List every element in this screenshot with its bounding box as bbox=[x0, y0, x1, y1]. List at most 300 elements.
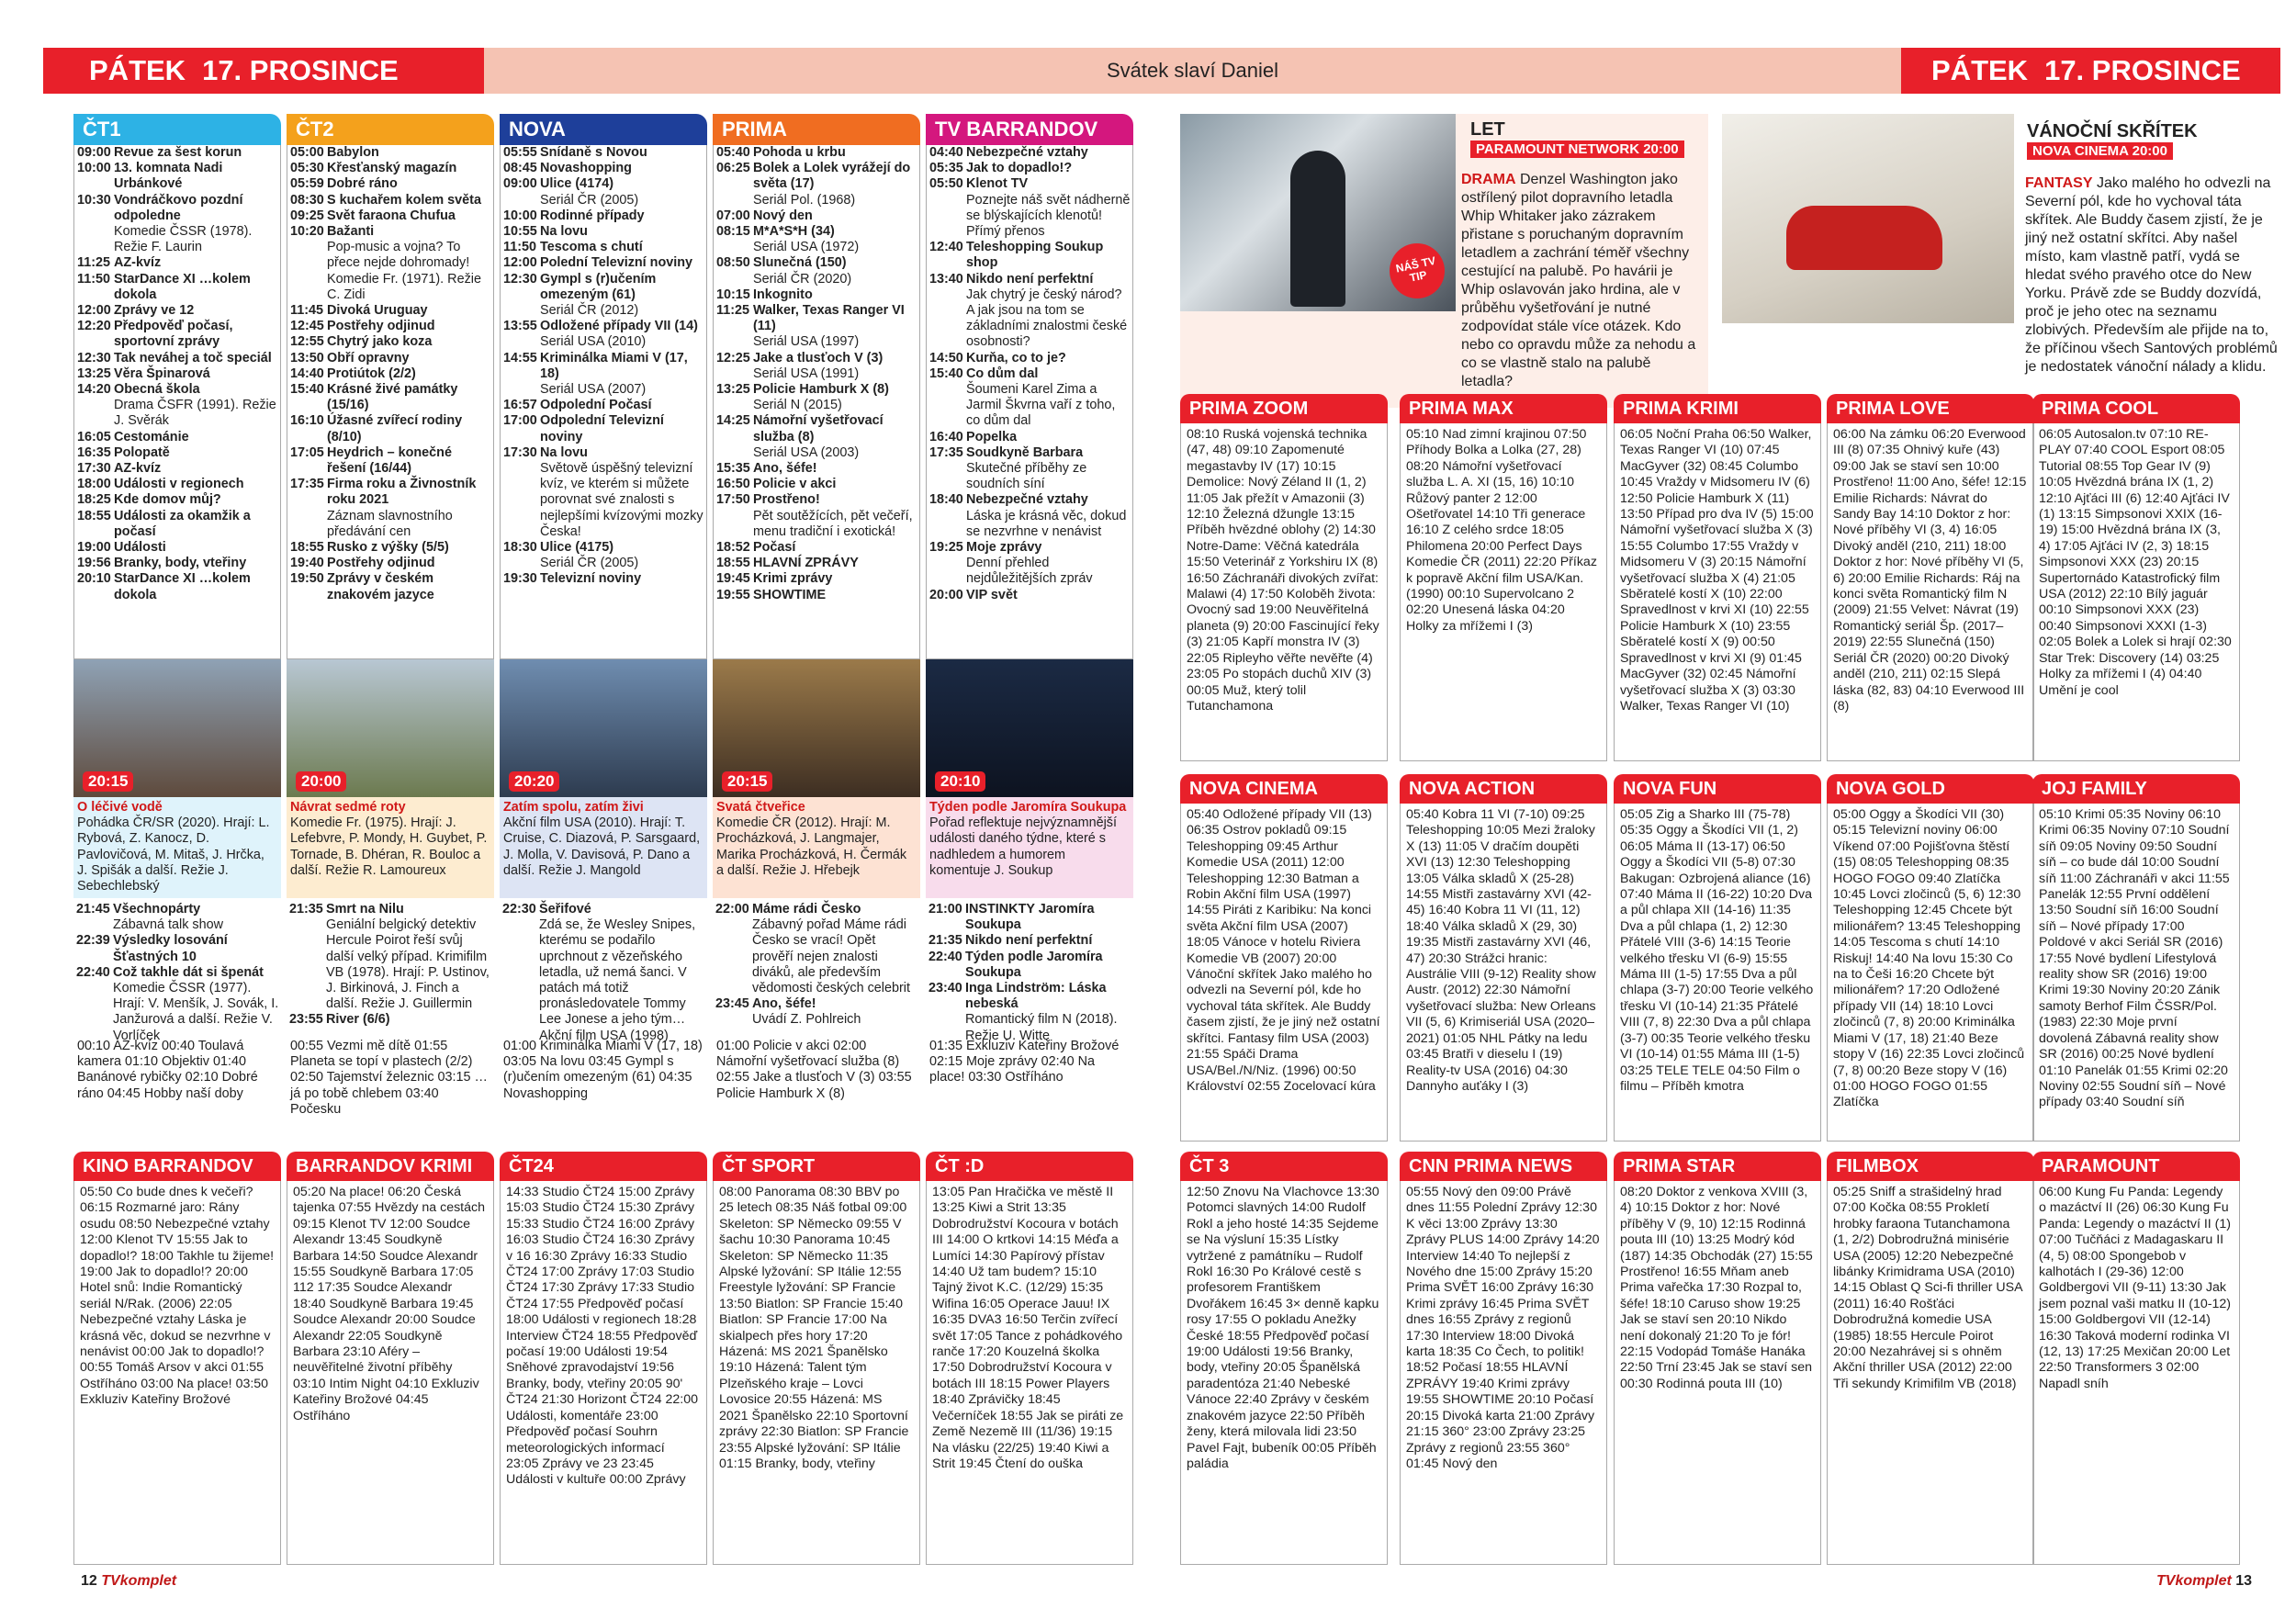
header-day: PÁTEK bbox=[89, 54, 186, 86]
program-info bbox=[114, 430, 280, 445]
channel-box-schedule: 05:25 Sniff a strašidelný hrad 07:00 Kočka 08:55 Prokletí hrobky faraona Tutanchamona (1, 2/2) Dobrodružná minisérie USA (2005) 12:20 Nebezpečné libánky Krimidrama USA (2010) 14:15 Oblast Q Sci-fi thriller USA (2011) 16:40 Rošťáci Dobrodružná komedie USA (1985) 18:55 Hercule Poirot 20:00 Nezahrávej si s ohněm Akční thriller USA (2012) 22:00 Tři sekundy Krimifilm VB (2018) bbox=[1827, 1181, 2034, 1565]
program-info bbox=[753, 255, 919, 287]
nameday-bar bbox=[484, 48, 1901, 94]
program-time: 18:55 bbox=[290, 540, 324, 556]
program-info bbox=[540, 208, 706, 224]
program-note: Seriál ČR (2012) bbox=[540, 303, 639, 319]
program-time: 08:30 bbox=[290, 192, 324, 208]
program-info bbox=[753, 303, 919, 351]
program-info bbox=[753, 588, 919, 603]
prime-time-badge: 20:20 bbox=[509, 771, 559, 792]
schedule-row bbox=[287, 334, 493, 350]
channel-box-schedule: 05:10 Nad zimní krajinou 07:50 Příhody Bolka a Lolka (27, 28) 08:20 Námořní vyšetřovací služba L. A. XI (15, 16) 10:10 Růžový panter 2 12:00 Ošetřovatel 14:10 Tři generace 16:10 Z celého srdce 18:05 Philomena 20:00 Perfect Days Komedie ČR (2011) 22:20 Příkaz k popravě Akční film USA/Kan. (1990) 00:10 Supervolcano 2 02:20 Unesená láska 04:20 Holky za mřížemi I (3) bbox=[1400, 423, 1607, 761]
program-time: 21:35 bbox=[929, 933, 962, 949]
schedule-row bbox=[714, 477, 919, 492]
program-info bbox=[327, 413, 493, 444]
program-title: Rodinné případy bbox=[540, 208, 645, 223]
schedule-row bbox=[74, 571, 280, 602]
program-time: 08:15 bbox=[716, 224, 750, 240]
program-time: 18:00 bbox=[77, 477, 111, 492]
schedule-row bbox=[714, 287, 919, 303]
schedule-row bbox=[926, 981, 1133, 1044]
channel-box bbox=[926, 1152, 1133, 1565]
program-info bbox=[327, 208, 493, 224]
program-time: 05:59 bbox=[290, 176, 324, 192]
late-schedule bbox=[73, 898, 281, 1043]
program-note: Seriál USA (1972) bbox=[753, 240, 860, 255]
program-time: 14:40 bbox=[290, 366, 324, 381]
program-info bbox=[753, 351, 919, 382]
prime-time-badge: 20:10 bbox=[935, 771, 985, 792]
program-note: Pop-music a vojna? To přece nejde dohromady! Komedie Fr. (1971). Režie C. Zidi bbox=[327, 240, 481, 302]
program-info bbox=[540, 319, 706, 350]
program-info bbox=[753, 382, 919, 413]
program-time: 11:50 bbox=[503, 240, 537, 255]
program-time: 16:05 bbox=[77, 429, 111, 444]
program-info bbox=[966, 240, 1132, 271]
program-title: Počasí bbox=[753, 540, 796, 556]
schedule-row bbox=[714, 224, 919, 255]
program-info bbox=[114, 461, 280, 477]
program-info bbox=[327, 193, 493, 208]
channel-header: NOVA bbox=[500, 114, 707, 145]
schedule-row bbox=[74, 477, 280, 492]
channel-box bbox=[2032, 774, 2240, 1142]
program-title: Události v regionech bbox=[114, 477, 244, 492]
program-time: 15:35 bbox=[716, 461, 750, 477]
program-time: 17:05 bbox=[290, 444, 324, 460]
program-time: 19:30 bbox=[503, 571, 537, 587]
program-info bbox=[966, 430, 1132, 445]
program-time: 12:30 bbox=[77, 350, 111, 366]
channel-box bbox=[1180, 1152, 1388, 1565]
program-time: 15:40 bbox=[290, 382, 324, 398]
channel-box-schedule: 05:05 Zig a Sharko III (75-78) 05:35 Oggy a Škodíci VII (1, 2) 06:05 Máma II (13-17) 06:50 Oggy a Škodíci VII (5-8) 07:30 Bakugan: Ozbrojená aliance (16) 07:40 Máma II (16-22) 10:20 Dva a půl chlapa XII (14-16) 11:35 Dva a půl chlapa (1, 2) 12:30 Přátelé VIII (3-6) 14:15 Teorie velkého třesku VI (6-9) 15:55 Máma III (1-5) 17:55 Dva a půl chlapa (3-7) 20:00 Teorie velkého třesku VI (10-14) 21:35 Přátelé VIII (7, 8) 22:30 Dva a půl chlapa (3-7) 00:35 Teorie velkého třesku VI (10-14) 01:55 Máma III (1-5) 03:25 TELE TELE 04:50 Film o filmu – Příběh kmotra bbox=[1614, 804, 1821, 1142]
schedule-row bbox=[73, 902, 281, 933]
program-time: 19:56 bbox=[77, 556, 111, 571]
program-title: Snídaně s Novou bbox=[540, 145, 647, 160]
program-time: 09:00 bbox=[503, 176, 537, 192]
program-note: Seriál USA (1991) bbox=[753, 366, 860, 381]
prime-time-badge: 20:15 bbox=[722, 771, 772, 792]
program-title: Branky, body, vteřiny bbox=[114, 556, 247, 571]
program-info bbox=[752, 996, 920, 1028]
prime-text: Komedie ČR (2012). Hrají: M. Procházková, J. Langmajer, Marika Procházková, H. Čermák a další. Režie J. Hřebejk bbox=[716, 815, 907, 878]
schedule-row bbox=[501, 445, 706, 540]
program-time: 11:25 bbox=[716, 303, 750, 319]
program-title: Bažanti bbox=[327, 224, 375, 240]
program-time: 12:45 bbox=[290, 319, 324, 334]
program-info bbox=[966, 161, 1132, 176]
prime-title: Svatá čtveřice bbox=[716, 800, 805, 815]
program-title: Postřehy odjinud bbox=[327, 556, 435, 571]
program-info bbox=[114, 272, 280, 303]
channel-box-schedule: 05:10 Krimi 05:35 Noviny 06:10 Krimi 06:35 Noviny 07:10 Soudní síň 09:05 Noviny 09:50 Soudní síň – co bude dál 10:00 Soudní síň 11:00 Záchranáři v akci 11:55 Panelák 12:55 První oddělení 13:50 Soudní síň 16:00 Soudní síň – Nové případy 17:00 Poldové v akci Seriál SR (2016) 17:55 Nové bydlení Lifestylová reality show SR (2016) 19:00 Krimi 19:30 Noviny 20:20 Zánik samoty Berhof Film ČSSR/Pol. (1983) 22:30 Moje první dovolená Zábavná reality show SR (2016) 00:25 Nové bydlení 01:10 Panelák 01:55 Krimi 02:20 Noviny 02:55 Soudní síň – Nové případy 03:40 Soudní síň bbox=[2032, 804, 2240, 1142]
schedule-row bbox=[501, 351, 706, 399]
schedule-row bbox=[501, 540, 706, 571]
night-schedule: 01:35 Exkluziv Kateřiny Brožové 02:15 Moje zprávy 02:40 Na place! 03:30 Ostříháno bbox=[929, 1039, 1120, 1085]
program-time: 22:00 bbox=[715, 902, 749, 917]
program-title: Postřehy odjinud bbox=[327, 319, 435, 334]
tip-photo-let bbox=[1180, 114, 1456, 311]
program-title: Týden podle Jaromíra Soukupa bbox=[965, 949, 1103, 980]
program-title: 13. komnata Nadi Urbánkové bbox=[114, 161, 223, 192]
channel-box bbox=[73, 1152, 281, 1565]
program-info bbox=[113, 965, 281, 1044]
program-time: 21:35 bbox=[289, 902, 323, 917]
channel-box-title: PRIMA STAR bbox=[1614, 1152, 1821, 1181]
schedule-row bbox=[714, 303, 919, 351]
tv-tip-badge: NÁŠ TV TIP bbox=[1384, 238, 1449, 303]
program-note: Uvádí Z. Pohlreich bbox=[752, 1012, 861, 1028]
program-info bbox=[327, 366, 493, 382]
program-title: Prostřeno! bbox=[753, 492, 820, 508]
program-time: 11:50 bbox=[77, 271, 111, 287]
channel-box-schedule: 06:00 Na zámku 06:20 Everwood III (8) 07:35 Ohnivý kuře (43) 09:00 Jak se staví sen 10:00 Prostřeno! 11:00 Ano, šéfe! 12:15 Emilie Richards: Návrat do Sandy Bay 14:10 Doktor z hor: Nové příběhy VI (3, 4) 16:05 Divoký anděl (210, 211) 18:00 Doktor z hor: Nové příběhy VI (5, 6) 20:00 Emilie Richards: Ráj na konci světa Romantický film N (2009) 21:55 Velvet: Návrat (19) Romantický seriál Šp. (2017–2019) 22:55 Slunečná (150) Seriál ČR (2020) 00:20 Divoký anděl (210, 211) 02:15 Slepá láska (82, 83) 04:10 Everwood III (8) bbox=[1827, 423, 2034, 761]
schedule-row bbox=[501, 208, 706, 224]
schedule-row bbox=[74, 319, 280, 350]
program-info bbox=[327, 351, 493, 366]
schedule-row bbox=[74, 430, 280, 445]
prime-title: Týden podle Jaromíra Soukupa bbox=[929, 800, 1127, 815]
channel-box-title: PRIMA KRIMI bbox=[1614, 394, 1821, 423]
night-schedule: 01:00 Policie v akci 02:00 Námořní vyšetřovací služba (8) 02:55 Jake a tlusťoch V (3) 03:55 Policie Hamburk X (8) bbox=[716, 1039, 912, 1101]
tip-text: Jako malého ho odvezli na Severní pól, kde ho vychoval táta skřítek. Ale Buddy časem zjistí, že je jiný než ostatní skřítci. Aby našel místo, kam vlastně patří, vydá se hledat svého pravého otce do New Yorku. Právě zde se Buddy dozvídá, proč je jeho otec na seznamu zlobivých. Především ale přijde na to, že příčinou všech Santových problémů je nedostatek vánoční nálady a klidu. bbox=[2025, 175, 2278, 375]
program-info bbox=[966, 540, 1132, 588]
program-title: Ano, šéfe! bbox=[753, 461, 817, 477]
program-info bbox=[114, 571, 280, 602]
program-time: 21:00 bbox=[929, 902, 962, 917]
schedule-row bbox=[927, 176, 1132, 240]
program-time: 19:25 bbox=[929, 540, 963, 556]
program-info bbox=[753, 477, 919, 492]
tv-tip-let bbox=[1180, 114, 1708, 408]
program-time: 18:55 bbox=[77, 508, 111, 523]
nameday-text: Svátek slaví Daniel bbox=[1106, 59, 1279, 82]
program-info bbox=[114, 509, 280, 540]
program-time: 13:50 bbox=[290, 350, 324, 366]
program-title: INSTINKTY Jaromíra Soukupa bbox=[965, 902, 1095, 933]
channel-box-title: BARRANDOV KRIMI bbox=[287, 1152, 494, 1181]
program-note: Světově úspěšný televizní kvíz, ve kterém si můžete porovnat své znalosti s nejlepšími kvízovými mozky Česka! bbox=[540, 461, 703, 539]
program-note: Záznam slavnostního předávání cen bbox=[327, 508, 453, 539]
schedule-row bbox=[714, 161, 919, 208]
channel-box bbox=[1180, 394, 1388, 761]
program-note: Pět soutěžících, pět večeří, menu tradiční i exotická! bbox=[753, 508, 913, 539]
program-time: 20:00 bbox=[929, 587, 963, 602]
program-title: Vondráčkovo pozdní odpoledne bbox=[114, 192, 243, 223]
schedule-row bbox=[287, 366, 493, 382]
program-title: Kde domov můj? bbox=[114, 492, 221, 508]
brand-logo: TVkomplet bbox=[2156, 1573, 2232, 1589]
schedule-row bbox=[501, 413, 706, 444]
prime-time-desc bbox=[73, 797, 281, 898]
channel-box-schedule: 06:00 Kung Fu Panda: Legendy o mazáctví II (26) 06:30 Kung Fu Panda: Legendy o mazáctví II (1) 07:00 Tučňáci z Madagaskaru II (4, 5) 08:00 Spongebob v kalhotách I (29-36) 12:00 Goldbergovi VII (9-11) 13:30 Jak jsem poznal vaši matku II (10-12) 15:00 Goldbergovi VII (12-14) 16:30 Taková moderní rodinka VI (12, 13) 17:25 Mexičan 20:00 Let 22:50 Transformers 3 02:00 Napadl sníh bbox=[2032, 1181, 2240, 1565]
program-time: 22:40 bbox=[76, 964, 110, 980]
schedule-row bbox=[714, 351, 919, 382]
schedule-row bbox=[501, 161, 706, 176]
program-note: Seriál ČR (2020) bbox=[753, 271, 852, 287]
program-title: Gympl s (r)učením omezeným (61) bbox=[540, 271, 657, 302]
tip-body bbox=[2025, 174, 2279, 404]
program-time: 05:00 bbox=[290, 145, 324, 160]
program-title: Na lovu bbox=[540, 224, 588, 240]
program-photo bbox=[287, 659, 494, 797]
tip-channel: PARAMOUNT NETWORK 20:00 bbox=[1470, 141, 1684, 158]
schedule-row bbox=[714, 492, 919, 540]
program-info bbox=[327, 224, 493, 303]
program-title: Heydrich – konečné řešení (16/44) bbox=[327, 444, 452, 477]
program-info bbox=[540, 571, 706, 587]
program-time: 11:25 bbox=[77, 255, 111, 271]
schedule-row bbox=[287, 193, 493, 208]
schedule-list bbox=[926, 145, 1133, 659]
schedule-row bbox=[713, 902, 920, 996]
program-info bbox=[753, 224, 919, 255]
program-time: 10:30 bbox=[77, 192, 111, 208]
schedule-row bbox=[287, 1012, 494, 1028]
program-info bbox=[114, 319, 280, 350]
program-info bbox=[966, 272, 1132, 351]
program-info bbox=[540, 176, 706, 208]
program-info bbox=[753, 287, 919, 303]
channel-box bbox=[1614, 774, 1821, 1142]
schedule-row bbox=[287, 319, 493, 334]
program-info bbox=[965, 981, 1133, 1044]
late-schedule bbox=[926, 898, 1133, 1043]
channel-box-title: NOVA GOLD bbox=[1827, 774, 2034, 804]
program-time: 13:25 bbox=[77, 366, 111, 381]
program-title: Ano, šéfe! bbox=[752, 996, 816, 1012]
channel-box-schedule: 05:55 Nový den 09:00 Právě dnes 11:55 Polední Zprávy 12:30 K věci 13:00 Zprávy 13:30 Zprávy PLUS 14:00 Zprávy 14:20 Interview 14:40 To nejlepší z Nového dne 15:00 Zprávy 15:20 Prima SVĚT 16:00 Zprávy 16:30 Krimi zprávy 16:45 Prima SVĚT dnes 16:55 Zprávy z regionů 17:30 Interview 18:00 Divoká karta 18:35 Co Čech, to politik! 18:52 Počasí 18:55 HLAVNÍ ZPRÁVY 19:40 Krimi zprávy 19:55 SHOWTIME 20:10 Počasí 20:15 Divoká karta 21:00 Zprávy 21:15 360° 23:00 Zprávy 23:25 Zprávy z regionů 23:55 360° 01:45 Nový den bbox=[1400, 1181, 1607, 1565]
program-title: Walker, Texas Ranger VI (11) bbox=[753, 303, 905, 334]
schedule-row bbox=[287, 208, 493, 224]
program-info bbox=[539, 902, 707, 1044]
channel-box bbox=[2032, 1152, 2240, 1565]
tip-text: Denzel Washington jako ostřílený pilot dopravního letadla Whip Whitaker jako zázrakem přistane s poruchaným dopravním letadlem a zachrání téměř všechny cestující na palubě. Po havárii je Whip oslavován jako hrdina, ale v průběhu vyšetřování je nutné zodpovídat stále více otázek. Kdo nebo co opravdu může za nehodu a co se vlastně stalo na palubě letadla? bbox=[1461, 172, 1696, 389]
program-info bbox=[113, 902, 281, 933]
program-title: Úžasné zvířecí rodiny (8/10) bbox=[327, 413, 463, 444]
program-note: Šoumeni Karel Zima a Jarmil Škvrna vaří z toho, co dům dal bbox=[966, 382, 1116, 429]
schedule-row bbox=[927, 240, 1132, 271]
program-info bbox=[114, 351, 280, 366]
channel-header: PRIMA bbox=[713, 114, 920, 145]
program-title: Dobré ráno bbox=[327, 176, 398, 192]
program-time: 11:45 bbox=[290, 303, 324, 319]
program-title: River (6/6) bbox=[326, 1012, 390, 1028]
schedule-row bbox=[501, 272, 706, 320]
page-number: 13 bbox=[2235, 1573, 2253, 1589]
page-header-left bbox=[43, 48, 484, 94]
program-info bbox=[327, 303, 493, 319]
schedule-row bbox=[927, 540, 1132, 588]
schedule-row bbox=[501, 224, 706, 240]
page-header-right bbox=[1901, 48, 2280, 94]
schedule-row bbox=[287, 540, 493, 556]
channel-box bbox=[1827, 394, 2034, 761]
schedule-row bbox=[287, 445, 493, 477]
program-note: Seriál Pol. (1968) bbox=[753, 192, 856, 208]
program-time: 22:40 bbox=[929, 949, 962, 964]
program-title: Zprávy v českém znakovém jazyce bbox=[327, 571, 434, 602]
program-info bbox=[753, 208, 919, 224]
schedule-row bbox=[74, 303, 280, 319]
program-time: 20:10 bbox=[77, 571, 111, 587]
channel-column-1 bbox=[287, 114, 494, 1142]
channel-box bbox=[1180, 774, 1388, 1142]
program-title: Smrt na Nilu bbox=[326, 902, 404, 917]
tip-body-top bbox=[1461, 171, 1702, 389]
schedule-row bbox=[73, 933, 281, 964]
schedule-row bbox=[501, 240, 706, 255]
channel-box bbox=[713, 1152, 920, 1565]
program-time: 13:55 bbox=[503, 319, 537, 334]
program-title: S kuchařem kolem světa bbox=[327, 192, 481, 208]
program-title: Ulice (4174) bbox=[540, 176, 613, 192]
program-time: 17:00 bbox=[503, 413, 537, 429]
program-title: Soudkyně Barbara bbox=[966, 444, 1084, 460]
prime-time-badge: 20:15 bbox=[83, 771, 133, 792]
program-time: 14:50 bbox=[929, 350, 963, 366]
program-info bbox=[752, 902, 920, 996]
tv-tip-skritek bbox=[1722, 114, 2282, 408]
program-title: Kriminálka Miami V (17, 18) bbox=[540, 350, 688, 381]
program-title: Protiútok (2/2) bbox=[327, 366, 416, 381]
program-note: Seriál ČR (2005) bbox=[540, 192, 639, 208]
program-note: Seriál USA (2007) bbox=[540, 382, 647, 398]
program-title: Moje zprávy bbox=[966, 540, 1042, 556]
schedule-row bbox=[927, 145, 1132, 161]
program-title: Věra Špinarová bbox=[114, 366, 210, 381]
schedule-row bbox=[926, 902, 1133, 933]
schedule-row bbox=[73, 965, 281, 1044]
channel-box-title: NOVA ACTION bbox=[1400, 774, 1607, 804]
channel-column-2 bbox=[500, 114, 707, 1142]
program-time: 04:40 bbox=[929, 145, 963, 160]
program-time: 16:50 bbox=[716, 477, 750, 492]
channel-box-title: PRIMA LOVE bbox=[1827, 394, 2034, 423]
program-title: Inga Lindström: Láska nebeská bbox=[965, 981, 1107, 1012]
program-info bbox=[540, 445, 706, 540]
program-title: Inkognito bbox=[753, 287, 813, 302]
program-note: Seriál N (2015) bbox=[753, 398, 842, 413]
program-title: Co dům dal bbox=[966, 366, 1039, 381]
program-info bbox=[114, 366, 280, 382]
program-title: Nebezpečné vztahy bbox=[966, 492, 1088, 508]
program-time: 10:00 bbox=[77, 161, 111, 176]
schedule-row bbox=[74, 161, 280, 192]
tip-genre: FANTASY bbox=[2025, 175, 2093, 191]
program-title: Slunečná (150) bbox=[753, 255, 847, 271]
late-schedule bbox=[500, 898, 707, 1043]
program-info bbox=[753, 145, 919, 161]
late-schedule bbox=[287, 898, 494, 1036]
schedule-row bbox=[287, 902, 494, 1012]
program-info bbox=[114, 492, 280, 508]
program-note: Komedie ČSSR (1978). Režie F. Laurin bbox=[114, 224, 253, 255]
schedule-row bbox=[714, 540, 919, 556]
schedule-row bbox=[74, 461, 280, 477]
schedule-row bbox=[927, 351, 1132, 366]
program-time: 05:50 bbox=[929, 176, 963, 192]
program-time: 13:25 bbox=[716, 382, 750, 398]
program-time: 21:45 bbox=[76, 902, 110, 917]
page-number-right bbox=[2156, 1573, 2252, 1590]
program-title: Revue za šest korun bbox=[114, 145, 242, 160]
program-time: 10:15 bbox=[716, 287, 750, 302]
channel-box-schedule: 05:20 Na place! 06:20 Česká tajenka 07:55 Hvězdy na cestách 09:15 Klenot TV 12:00 Soudce Alexandr 13:45 Soudkyně Barbara 14:50 Soudce Alexandr 15:55 Soudkyně Barbara 17:05 112 17:35 Soudce Alexandr 18:40 Soudkyně Barbara 19:45 Soudce Alexandr 20:00 Soudce Alexandr 22:05 Soudkyně Barbara 23:10 Aféry – neuvěřitelné životní příběhy 03:10 Intim Night 04:10 Exkluziv Kateřiny Brožové 04:45 Ostříháno bbox=[287, 1181, 494, 1565]
night-schedule: 01:00 Kriminálka Miami V (17, 18) 03:05 Na lovu 03:45 Gympl s (r)učením omezeným (61) 04:35 Novashopping bbox=[503, 1039, 703, 1101]
schedule-row bbox=[74, 509, 280, 540]
prime-time-desc bbox=[500, 797, 707, 898]
channel-box-title: JOJ FAMILY bbox=[2032, 774, 2240, 804]
program-time: 12:00 bbox=[503, 255, 537, 271]
program-info bbox=[753, 461, 919, 477]
channel-box-schedule: 05:40 Kobra 11 VI (7-10) 09:25 Teleshopping 10:05 Mezi žraloky X (13) 11:05 V dračím doupěti XVI (13) 12:30 Teleshopping 13:05 Válka skladů X (25-28) 14:55 Mistři zastavárny XVI (42-45) 16:40 Kobra 11 VI (11, 12) 18:40 Válka skladů X (29, 30) 19:35 Mistři zastavárny XVI (46, 47) 20:30 Strážci hranic: Austrálie VIII (9-12) Reality show Austr. (2012) 22:30 Námořní vyšetřovací služba: New Orleans VII (5, 6) Krimiseriál USA (2020–2021) 01:05 NHL Pátky na ledu 03:45 Bratři v dieselu I (19) Reality-tv USA (2016) 04:30 Dannyho auťáky I (3) bbox=[1400, 804, 1607, 1142]
schedule-row bbox=[74, 145, 280, 161]
program-info bbox=[327, 540, 493, 556]
program-title: M*A*S*H (34) bbox=[753, 224, 835, 240]
channel-box-schedule: 05:40 Odložené případy VII (13) 06:35 Ostrov pokladů 09:15 Teleshopping 09:45 Arthur Komedie USA (2011) 12:00 Teleshopping 12:30 Batman a Robin Akční film USA (1997) 14:55 Piráti z Karibiku: Na konci světa Akční film USA (2007) 18:05 Vánoce v hotelu Riviera Komedie VB (2007) 20:00 Vánoční skřítek Jako malého ho odvezli na Severní pól, kde ho vychoval táta skřítek. Ale Buddy časem zjistí, že je jiný než ostatní skřítci. Fantasy film USA (2003) 21:55 Spáči Drama USA/Bel./N/Niz. (1996) 00:50 Království 02:55 Zocelovací kúra bbox=[1180, 804, 1388, 1142]
late-schedule bbox=[713, 898, 920, 1036]
schedule-row bbox=[287, 224, 493, 303]
channel-box-title: FILMBOX bbox=[1827, 1152, 2034, 1181]
program-title: Kurňa, co to je? bbox=[966, 350, 1066, 366]
program-time: 23:40 bbox=[929, 981, 962, 996]
program-title: Námořní vyšetřovací služba (8) bbox=[753, 413, 884, 444]
program-time: 17:35 bbox=[929, 444, 963, 460]
program-title: Krimi zprávy bbox=[753, 571, 833, 587]
program-time: 12:00 bbox=[77, 303, 111, 319]
program-time: 09:00 bbox=[77, 145, 111, 160]
program-time: 10:00 bbox=[503, 208, 537, 223]
program-title: Policie v akci bbox=[753, 477, 837, 492]
tip-title: VÁNOČNÍ SKŘÍTEK bbox=[2027, 121, 2198, 141]
schedule-row bbox=[501, 571, 706, 587]
program-title: AZ-kvíz bbox=[114, 461, 162, 477]
program-title: Na lovu bbox=[540, 444, 588, 460]
program-time: 05:55 bbox=[503, 145, 537, 160]
program-title: Novashopping bbox=[540, 161, 632, 176]
brand-logo: TVkomplet bbox=[101, 1573, 177, 1589]
channel-box bbox=[1400, 394, 1607, 761]
program-time: 05:30 bbox=[290, 161, 324, 176]
program-note: Seriál USA (2010) bbox=[540, 334, 647, 350]
channel-box-schedule: 05:50 Co bude dnes k večeři? 06:15 Rozmarné jaro: Rány osudu 08:50 Nebezpečné vztahy 12:00 Klenot TV 15:55 Jak to dopadlo!? 18:00 Takhle tu žijeme! 19:00 Jak to dopadlo!? 20:00 Hotel snů: Indie Romantický seriál N/Rak. (2006) 22:05 Nebezpečné vztahy Láska je krásná věc, dokud se nezvrhne v nenávist 00:00 Jak to dopadlo!? 00:55 Tomáš Arsov v akci 01:55 Ostříháno 03:00 Na place! 03:50 Exkluziv Kateřiny Brožové bbox=[73, 1181, 281, 1565]
program-info bbox=[114, 540, 280, 556]
program-info bbox=[540, 255, 706, 271]
schedule-row bbox=[714, 461, 919, 477]
schedule-row bbox=[287, 477, 493, 540]
program-info bbox=[966, 588, 1132, 603]
schedule-row bbox=[927, 492, 1132, 540]
schedule-row bbox=[501, 255, 706, 271]
prime-time-desc bbox=[287, 797, 494, 898]
program-info bbox=[327, 145, 493, 161]
schedule-row bbox=[74, 492, 280, 508]
prime-time-desc bbox=[926, 797, 1133, 898]
program-title: Jake a tlusťoch V (3) bbox=[753, 350, 884, 366]
night-schedule: 00:55 Vezmi mě dítě 01:55 Planeta se topí v plastech (2/2) 02:50 Tajemství železnic 03:15 …já po tobě chlebem 03:40 Počesku bbox=[290, 1039, 488, 1117]
program-time: 19:55 bbox=[716, 587, 750, 602]
program-info bbox=[540, 540, 706, 571]
channel-box-schedule: 12:50 Znovu Na Vlachovce 13:30 Potomci slavných 14:00 Rudolf Rokl a jeho hosté 14:35 Sejdeme se Na výsluní 15:35 Lístky vytržené z památníku – Rudolf Rokl 16:30 Po Králové cestě s profesorem Františkem Dvořákem 16:45 3× denně kapku rosy 17:55 O pokladu Anežky České 18:55 Předpověď počasí 19:00 Události 19:56 Branky, body, vteřiny 20:05 Španělská paradentóza 21:40 Nebeské Vánoce 22:40 Zprávy v českém znakovém jazyce 22:50 Příběh ženy, která milovala lidi 23:50 Pavel Fajt, bubeník 00:05 Příběh paládia bbox=[1180, 1181, 1388, 1565]
program-time: 18:25 bbox=[77, 492, 111, 508]
schedule-row bbox=[714, 556, 919, 571]
program-info bbox=[966, 366, 1132, 430]
page-number-left bbox=[81, 1573, 176, 1590]
program-info bbox=[327, 161, 493, 176]
